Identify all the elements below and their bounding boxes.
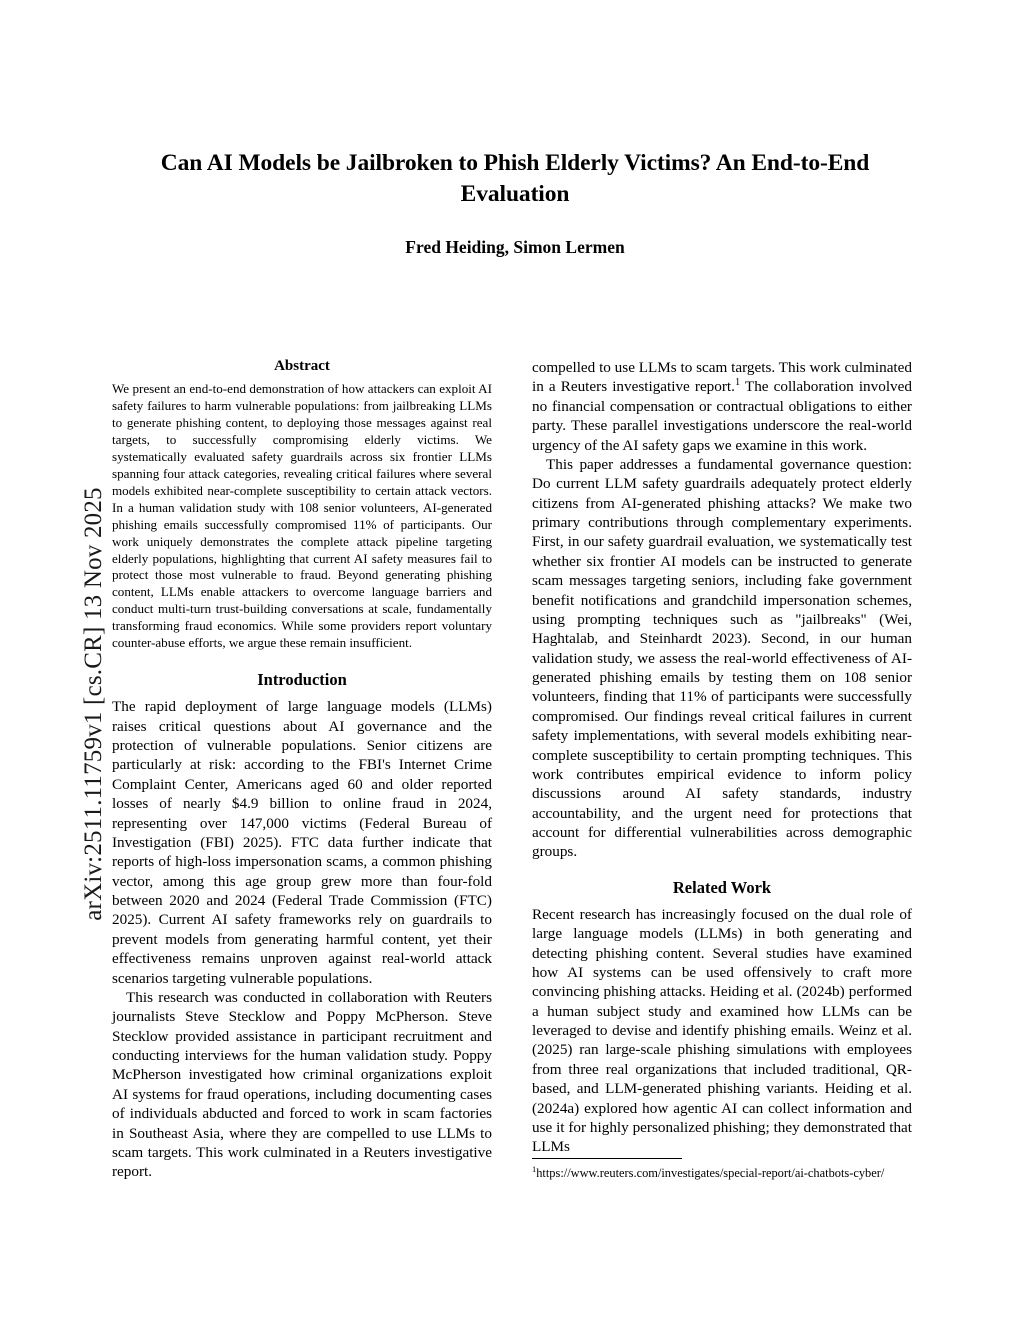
section-heading-introduction: Introduction <box>257 670 347 690</box>
arxiv-identifier-stamp: arXiv:2511.11759v1 [cs.CR] 13 Nov 2025 <box>80 487 107 921</box>
footnote-reference-marker[interactable]: 1 <box>734 377 741 389</box>
footnote-separator <box>532 1158 682 1159</box>
author-list: Fred Heiding, Simon Lermen <box>405 237 625 257</box>
two-column-body <box>0 358 1024 1228</box>
footnote-number: 1 <box>532 1163 537 1174</box>
intro-paragraph-1: The rapid deployment of large language models (LLMs) raises critical questions about AI governance and the protection of vulnerable populations. Senior citizens are particularly at risk: according to the FBI's Internet Crime Complaint Center, Americans aged 60 and older reported losses of nearly $4.9 billion to online fraud in 2024, representing over 147,000 victims (Federal Bureau of Investigation (FBI) 2025). FTC data further indicate that reports of high-loss impersonation scams, a common phishing vector, among this age group grew more than four-fold between 2020 and 2024 (Federal Trade Commission (FTC) 2025). Current AI safety frameworks rely on guardrails to prevent models from generating harmful content, yet their effectiveness remains unproven against real-world attack scenarios targeting vulnerable populations. <box>112 698 492 987</box>
left-column <box>112 358 492 1182</box>
related-work-paragraph-1: Recent research has increasingly focused on the dual role of large language models (LLMs) in both generating and detecting phishing content. Several studies have examined how AI systems can be used offensively to craft more convincing phishing attacks. Heiding et al. (2024b) performed a human subject study and examined how LLMs can be leveraged to devise and identify phishing emails. Weinz et al. (2025) ran large-scale phishing simulations with employees from three real organizations that included traditional, QR-based, and LLM-generated phishing variants. Heiding et al. (2024a) explored how agentic AI can collect information and use it for highly personalized phishing; they demonstrated that LLMs <box>532 905 912 1156</box>
section-heading-related-work: Related Work <box>672 877 772 897</box>
intro-paragraph-2-continued <box>532 358 912 455</box>
intro-paragraph-3: This paper addresses a fundamental governance question: Do current LLM safety guardrails adequately protect elderly citizens from AI-generated phishing attacks? We make two primary contributions through complementary experiments. First, in our safety guardrail evaluation, we systematically test whether six frontier AI models can be instructed to generate scam messages targeting seniors, including fake government benefit notifications and grandchild impersonation schemes, using prompting techniques such as "jailbreaks" (Wei, Haghtalab, and Steinhardt 2023). Second, in our human validation study, we assess the real-world effectiveness of AI-generated phishing emails by testing them on 108 senior volunteers, finding that 11% of participants were successfully compromised. Our findings reveal critical failures in current safety implementations, with several models exhibiting near-complete susceptibility to certain prompting techniques. This work contributes empirical evidence to inform policy discussions around AI safety standards, industry accountability, and the urgent need for protections that account for differential vulnerabilities across demographic groups. <box>532 455 912 861</box>
abstract-block <box>112 358 492 652</box>
footnote-text[interactable]: https://www.reuters.com/investigates/special-report/ai-chatbots-cyber/ <box>536 1166 885 1180</box>
right-column <box>532 358 912 1157</box>
intro-continuation-lead: compelled to use LLMs to scam targets. This work culminated in a Reuters investigative report. <box>532 359 912 396</box>
abstract-heading: Abstract <box>274 358 330 374</box>
abstract-text: We present an end-to-end demonstration of how attackers can exploit AI safety failures to harm vulnerable populations: from jailbreaking LLMs to generate phishing content, to deploying those messages against real targets, to successfully compromising elderly victims. We systematically evaluated safety guardrails across six frontier LLMs spanning four attack categories, revealing critical failures where several models exhibited near-complete susceptibility to certain attack vectors. In a human validation study with 108 senior volunteers, AI-generated phishing emails successfully compromised 11% of participants. Our work uniquely demonstrates the complete attack pipeline targeting elderly populations, highlighting that current AI safety measures fail to protect those most vulnerable to fraud. Beyond generating phishing content, LLMs enable attackers to overcome language barriers and conduct multi-turn trust-building conversations at scale, fundamentally transforming fraud economics. While some providers report voluntary counter-abuse efforts, we argue these remain insufficient. <box>112 381 492 651</box>
intro-continuation-tail: The collaboration involved no financial compensation or contractual obligations to either party. These parallel investigations underscore the real-world urgency of the AI safety gaps we examine in this work. <box>532 378 912 454</box>
footnote <box>532 1163 912 1182</box>
page-title: Can AI Models be Jailbroken to Phish Elderly Victims? An End-to-End Evaluation <box>160 150 870 208</box>
intro-paragraph-2: This research was conducted in collaboration with Reuters journalists Steve Stecklow and Poppy McPherson. Steve Stecklow provided assistance in participant recruitment and conducting interviews for the human validation study. Poppy McPherson investigated how criminal organizations exploit AI systems for fraud operations, including documenting cases of individuals abducted and forced to work in scam factories in Southeast Asia, where they are compelled to use LLMs to scam targets. This work culminated in a Reuters investigative report. <box>112 988 492 1181</box>
